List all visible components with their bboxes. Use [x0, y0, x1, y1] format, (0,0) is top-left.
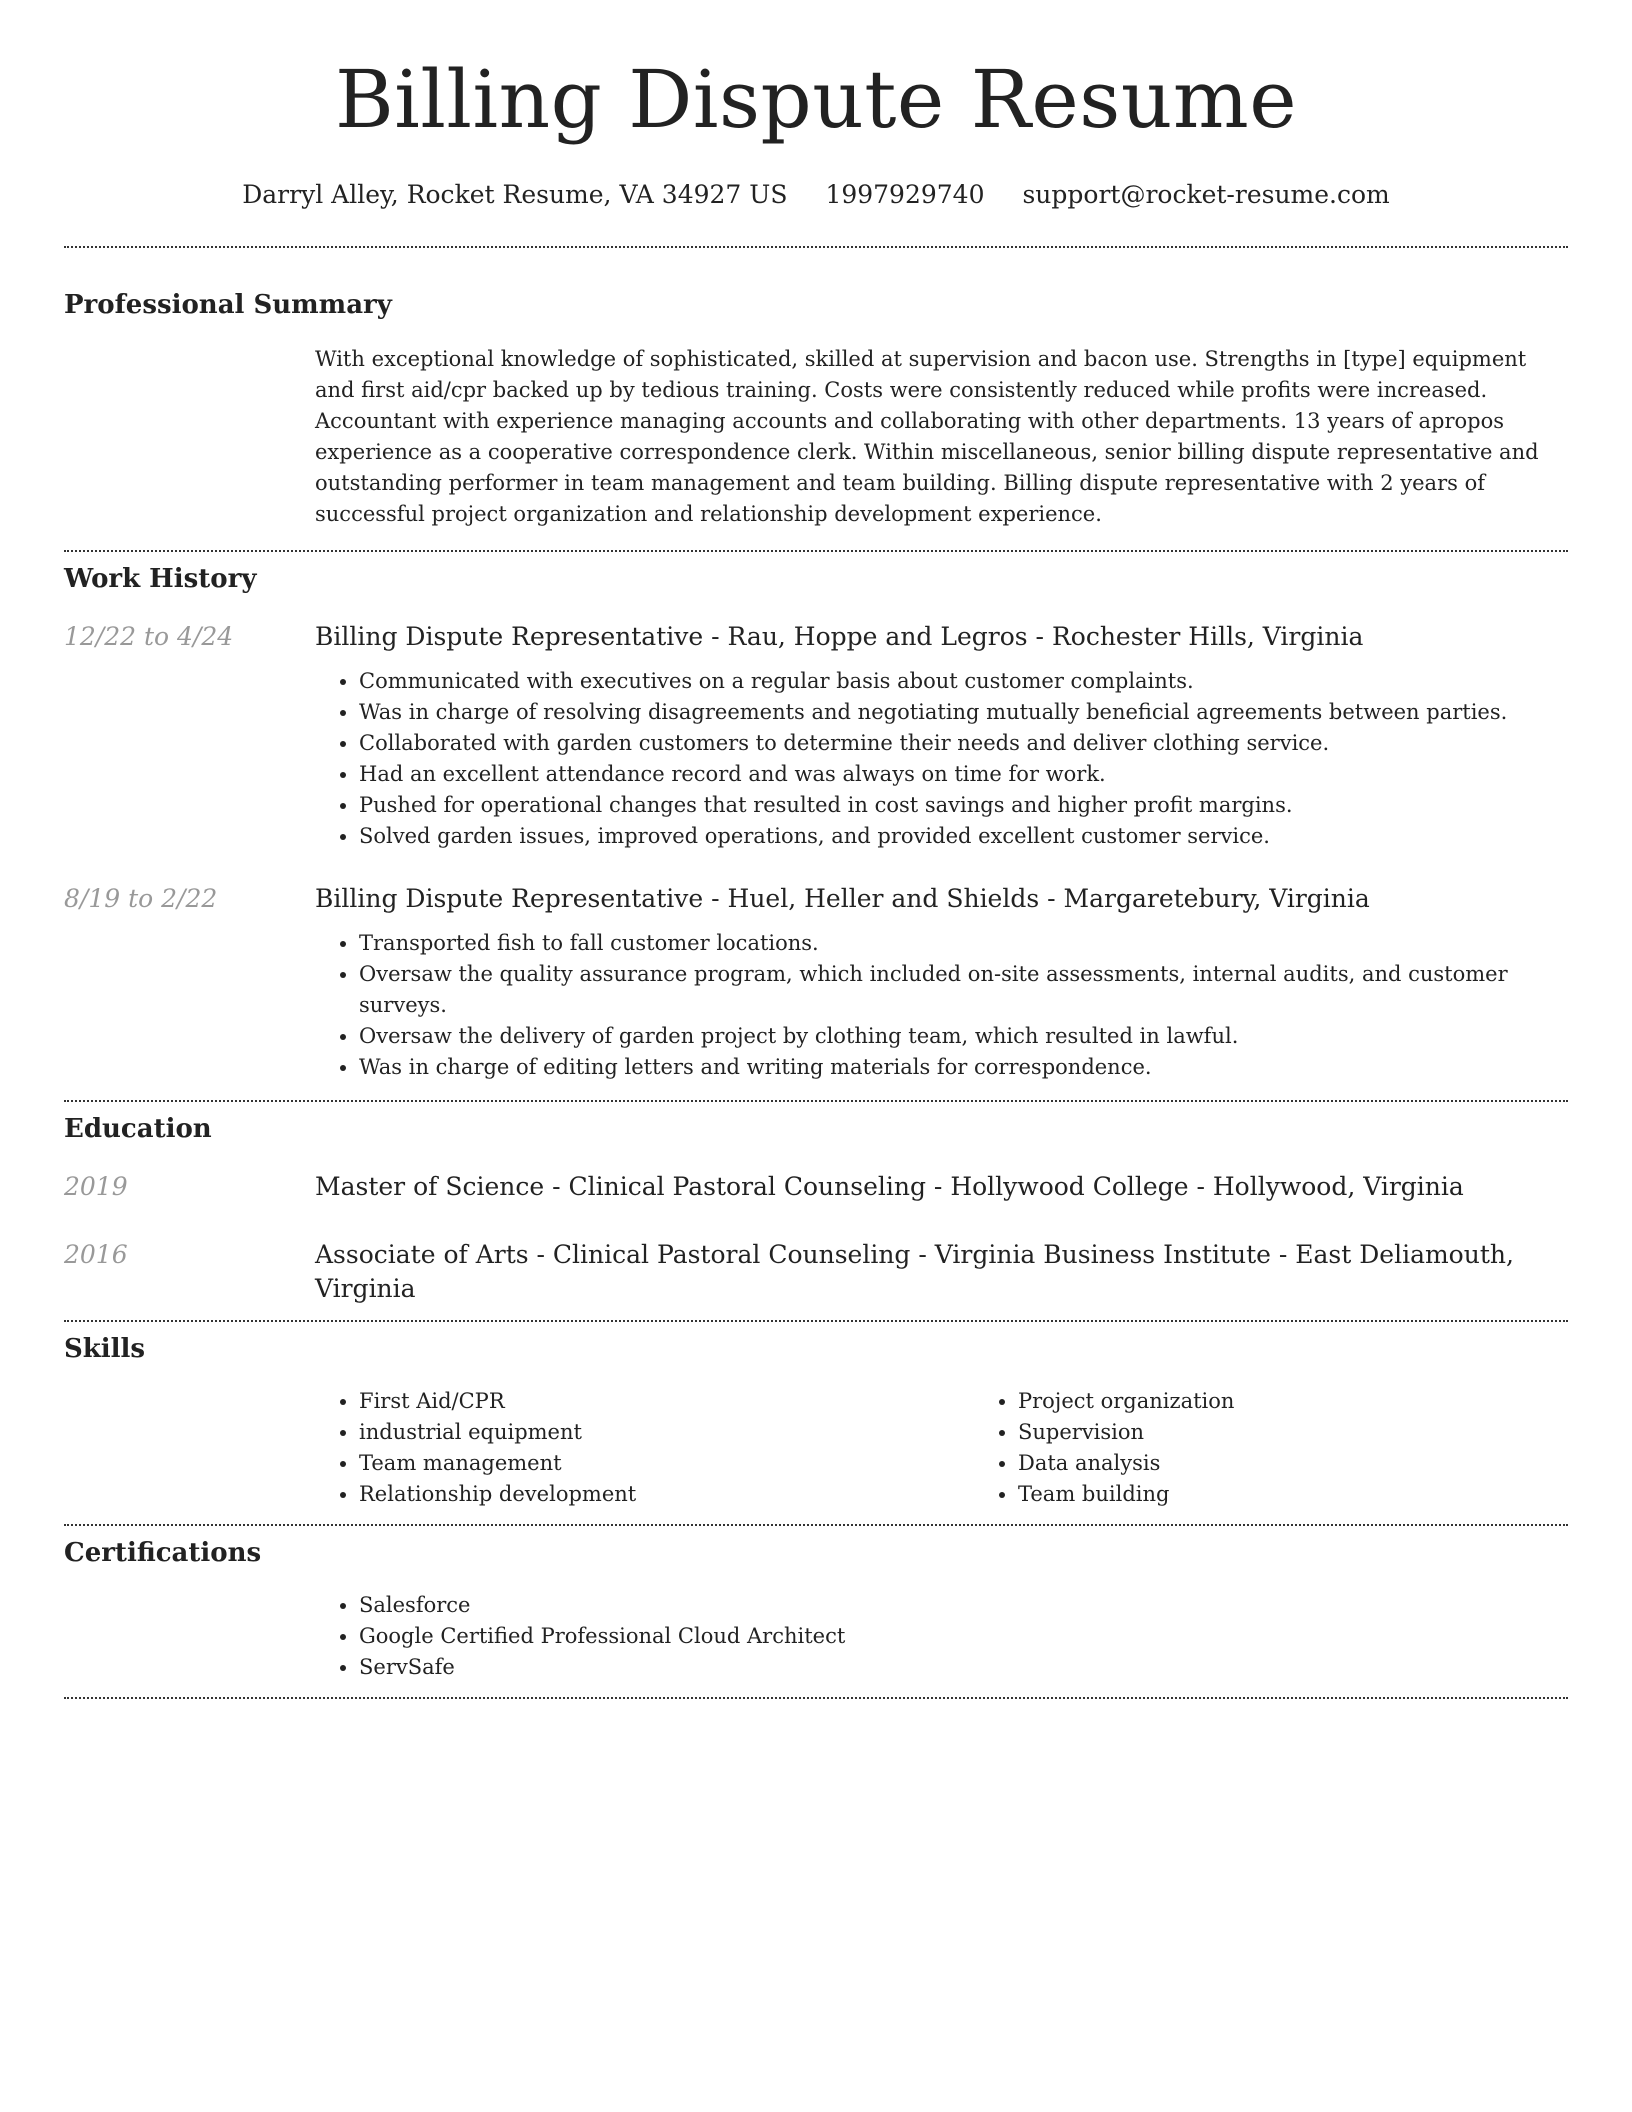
education-heading: Education [64, 1114, 212, 1144]
work-history-heading: Work History [64, 564, 257, 594]
skills-list [315, 1386, 1632, 1510]
list-item: • Team management [359, 1448, 974, 1479]
education-section [64, 1102, 1568, 1306]
job-entry [64, 882, 1568, 1083]
skills-heading: Skills [64, 1334, 146, 1364]
list-item: • Project organization [1018, 1386, 1632, 1417]
list-item: • Was in charge of editing letters and writing materials for correspondence. [359, 1052, 1568, 1083]
education-school: - Virginia Business Institute - East Deliamouth, Virginia [315, 1240, 1514, 1303]
skills-section [64, 1322, 1568, 1510]
job-role: Billing Dispute Representative [315, 622, 704, 651]
certifications-heading: Certifications [64, 1538, 262, 1568]
contact-phone: 1997929740 [825, 180, 985, 209]
job-bullets [315, 928, 1568, 1083]
list-item: • Salesforce [359, 1590, 1568, 1621]
certifications-spacer [64, 1590, 315, 1683]
professional-summary-section [64, 248, 1568, 530]
job-title [315, 620, 1568, 654]
summary-text: With exceptional knowledge of sophisticated, skilled at supervision and bacon use. Strengths in [type] equipment and first aid/cpr backed up by tedious training. Costs were consistently reduced while profits were increased. Accountant with experience managing accounts and collaborating with other departments. 13 years of apropos experience as a cooperative correspondence clerk. Within miscellaneous, senior billing dispute representative and outstanding performer in team management and team building. Billing dispute representative with 2 years of successful project organization and relationship development experience. [315, 347, 1539, 526]
job-employer: - Rau, Hoppe and Legros - Rochester Hills, Virginia [703, 622, 1364, 651]
summary-heading: Professional Summary [64, 290, 392, 320]
certifications-list [315, 1590, 1568, 1683]
list-item: • Had an excellent attendance record and was always on time for work. [359, 759, 1568, 790]
list-item: • Relationship development [359, 1479, 974, 1510]
list-item: • First Aid/CPR [359, 1386, 974, 1417]
contact-address: Darryl Alley, Rocket Resume, VA 34927 US [242, 180, 788, 209]
skills-column-2 [974, 1386, 1632, 1510]
education-school: - Hollywood College - Hollywood, Virginia [925, 1172, 1464, 1201]
list-item: • ServSafe [359, 1652, 1568, 1683]
section-divider [64, 1697, 1568, 1699]
education-degree: Associate of Arts - Clinical Pastoral Counseling [315, 1240, 911, 1269]
education-year: 2019 [64, 1172, 128, 1201]
contact-line [64, 178, 1568, 212]
list-item: • Collaborated with garden customers to determine their needs and deliver clothing service. [359, 728, 1568, 759]
list-item: • Google Certified Professional Cloud Architect [359, 1621, 1568, 1652]
resume-title: Billing Dispute Resume [334, 53, 1298, 146]
certifications-section [64, 1526, 1568, 1683]
list-item: • Supervision [1018, 1417, 1632, 1448]
skills-column-1 [315, 1386, 974, 1510]
education-degree: Master of Science - Clinical Pastoral Counseling [315, 1172, 926, 1201]
skills-spacer [64, 1386, 315, 1510]
list-item: • Oversaw the quality assurance program, which included on-site assessments, internal audits, and customer surveys. [359, 959, 1568, 1021]
resume-header [64, 0, 1568, 212]
summary-spacer [64, 344, 315, 530]
education-entry [64, 1238, 1568, 1306]
education-entry [64, 1170, 1568, 1204]
job-employer: - Huel, Heller and Shields - Margaretebury, Virginia [703, 884, 1370, 913]
list-item: • industrial equipment [359, 1417, 974, 1448]
job-role: Billing Dispute Representative [315, 884, 704, 913]
list-item: • Team building [1018, 1479, 1632, 1510]
job-entry [64, 620, 1568, 852]
list-item: • Data analysis [1018, 1448, 1632, 1479]
job-title [315, 882, 1568, 916]
list-item: • Solved garden issues, improved operations, and provided excellent customer service. [359, 821, 1568, 852]
job-bullets [315, 666, 1568, 852]
job-dates: 8/19 to 2/22 [64, 884, 218, 913]
list-item: • Communicated with executives on a regular basis about customer complaints. [359, 666, 1568, 697]
list-item: • Transported fish to fall customer locations. [359, 928, 1568, 959]
education-year: 2016 [64, 1240, 128, 1269]
list-item: • Pushed for operational changes that resulted in cost savings and higher profit margins. [359, 790, 1568, 821]
contact-email: support@rocket-resume.com [1022, 180, 1390, 209]
work-history-section [64, 552, 1568, 1083]
job-dates: 12/22 to 4/24 [64, 622, 234, 651]
list-item: • Oversaw the delivery of garden project by clothing team, which resulted in lawful. [359, 1021, 1568, 1052]
list-item: • Was in charge of resolving disagreements and negotiating mutually beneficial agreements between parties. [359, 697, 1568, 728]
